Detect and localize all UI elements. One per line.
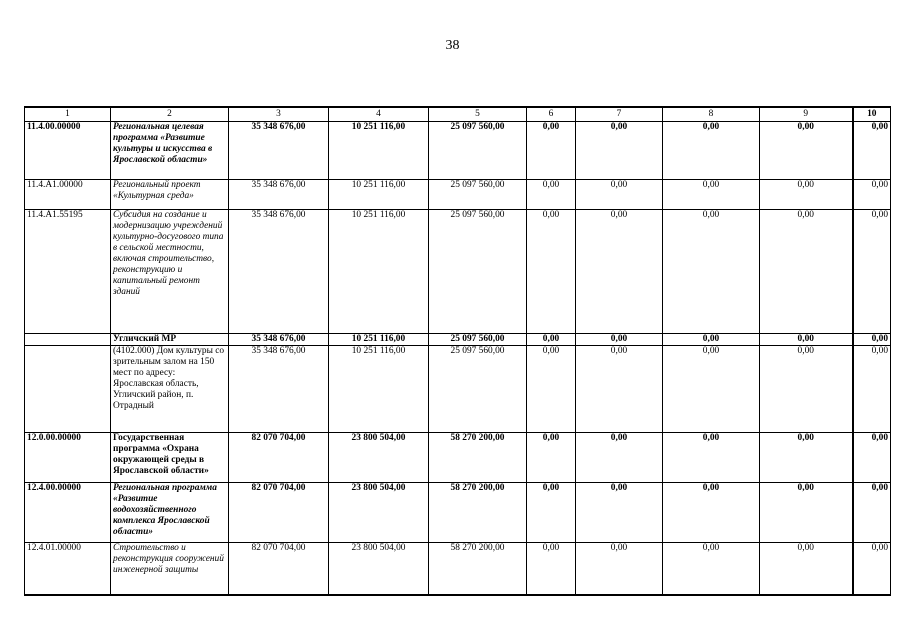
page-number: 38 [445, 38, 460, 53]
value-cell: 0,00 [853, 122, 891, 180]
value-cell: 0,00 [576, 334, 663, 346]
amount-cell: 35 348 676,00 [229, 334, 329, 346]
table-row [25, 346, 891, 433]
table-row [25, 543, 891, 595]
amount-cell: 58 270 200,00 [429, 483, 527, 543]
name-cell: (4102.000) Дом культуры со зрительным залом на 150 мест по адресу: Ярославская область, Угличский район, п. Отрадный [111, 346, 229, 433]
value-cell: 0,00 [527, 334, 576, 346]
code-cell: 11.4.00.00000 [25, 122, 111, 180]
value-cell: 0,00 [853, 334, 891, 346]
value-cell: 0,00 [853, 346, 891, 433]
amount-cell: 10 251 116,00 [329, 334, 429, 346]
name-cell: Региональный проект «Культурная среда» [111, 180, 229, 210]
column-header: 4 [329, 107, 429, 122]
value-cell: 0,00 [760, 180, 853, 210]
value-cell: 0,00 [527, 346, 576, 433]
amount-cell: 23 800 504,00 [329, 433, 429, 483]
value-cell: 0,00 [527, 483, 576, 543]
name-cell: Угличский МР [111, 334, 229, 346]
value-cell: 0,00 [527, 180, 576, 210]
value-cell: 0,00 [663, 334, 760, 346]
amount-cell: 35 348 676,00 [229, 122, 329, 180]
amount-cell: 23 800 504,00 [329, 543, 429, 595]
amount-cell: 35 348 676,00 [229, 180, 329, 210]
amount-cell: 25 097 560,00 [429, 346, 527, 433]
table-row [25, 210, 891, 334]
value-cell: 0,00 [663, 433, 760, 483]
amount-cell: 35 348 676,00 [229, 346, 329, 433]
code-cell: 11.4.A1.55195 [25, 210, 111, 334]
value-cell: 0,00 [853, 483, 891, 543]
value-cell: 0,00 [760, 433, 853, 483]
amount-cell: 82 070 704,00 [229, 543, 329, 595]
value-cell: 0,00 [760, 122, 853, 180]
value-cell: 0,00 [527, 433, 576, 483]
value-cell: 0,00 [663, 210, 760, 334]
value-cell: 0,00 [663, 180, 760, 210]
value-cell: 0,00 [663, 122, 760, 180]
code-cell [25, 334, 111, 346]
value-cell: 0,00 [527, 543, 576, 595]
amount-cell: 25 097 560,00 [429, 122, 527, 180]
value-cell: 0,00 [576, 483, 663, 543]
column-number-row [25, 107, 891, 122]
table-row [25, 180, 891, 210]
column-header: 6 [527, 107, 576, 122]
column-header: 5 [429, 107, 527, 122]
value-cell: 0,00 [760, 346, 853, 433]
value-cell: 0,00 [853, 433, 891, 483]
amount-cell: 23 800 504,00 [329, 483, 429, 543]
column-header: 2 [111, 107, 229, 122]
budget-table [24, 106, 891, 596]
amount-cell: 58 270 200,00 [429, 543, 527, 595]
value-cell: 0,00 [663, 346, 760, 433]
column-header: 8 [663, 107, 760, 122]
value-cell: 0,00 [853, 543, 891, 595]
value-cell: 0,00 [576, 180, 663, 210]
amount-cell: 10 251 116,00 [329, 180, 429, 210]
amount-cell: 10 251 116,00 [329, 122, 429, 180]
code-cell: 11.4.A1.00000 [25, 180, 111, 210]
value-cell: 0,00 [853, 210, 891, 334]
column-header: 7 [576, 107, 663, 122]
value-cell: 0,00 [576, 433, 663, 483]
value-cell: 0,00 [576, 543, 663, 595]
code-cell: 12.4.00.00000 [25, 483, 111, 543]
name-cell: Субсидия на создание и модернизацию учреждений культурно-досугового типа в сельской местности, включая строительство, реконструкцию и капитальный ремонт зданий [111, 210, 229, 334]
amount-cell: 25 097 560,00 [429, 180, 527, 210]
amount-cell: 82 070 704,00 [229, 483, 329, 543]
value-cell: 0,00 [760, 483, 853, 543]
value-cell: 0,00 [760, 210, 853, 334]
value-cell: 0,00 [576, 346, 663, 433]
value-cell: 0,00 [760, 334, 853, 346]
code-cell: 12.4.01.00000 [25, 543, 111, 595]
column-header: 9 [760, 107, 853, 122]
name-cell: Строительство и реконструкция сооружений инженерной защиты [111, 543, 229, 595]
amount-cell: 82 070 704,00 [229, 433, 329, 483]
value-cell: 0,00 [576, 210, 663, 334]
amount-cell: 25 097 560,00 [429, 334, 527, 346]
table-row [25, 483, 891, 543]
value-cell: 0,00 [853, 180, 891, 210]
table-row [25, 122, 891, 180]
code-cell [25, 346, 111, 433]
value-cell: 0,00 [760, 543, 853, 595]
value-cell: 0,00 [663, 543, 760, 595]
amount-cell: 58 270 200,00 [429, 433, 527, 483]
name-cell: Государственная программа «Охрана окружающей среды в Ярославской области» [111, 433, 229, 483]
column-header: 10 [853, 107, 891, 122]
column-header: 1 [25, 107, 111, 122]
value-cell: 0,00 [527, 122, 576, 180]
amount-cell: 10 251 116,00 [329, 346, 429, 433]
name-cell: Региональная программа «Развитие водохозяйственного комплекса Ярославской области» [111, 483, 229, 543]
value-cell: 0,00 [663, 483, 760, 543]
code-cell: 12.0.00.00000 [25, 433, 111, 483]
amount-cell: 10 251 116,00 [329, 210, 429, 334]
name-cell: Региональная целевая программа «Развитие культуры и искусства в Ярославской области» [111, 122, 229, 180]
column-header: 3 [229, 107, 329, 122]
table-row [25, 334, 891, 346]
table-row [25, 433, 891, 483]
amount-cell: 35 348 676,00 [229, 210, 329, 334]
amount-cell: 25 097 560,00 [429, 210, 527, 334]
value-cell: 0,00 [576, 122, 663, 180]
value-cell: 0,00 [527, 210, 576, 334]
